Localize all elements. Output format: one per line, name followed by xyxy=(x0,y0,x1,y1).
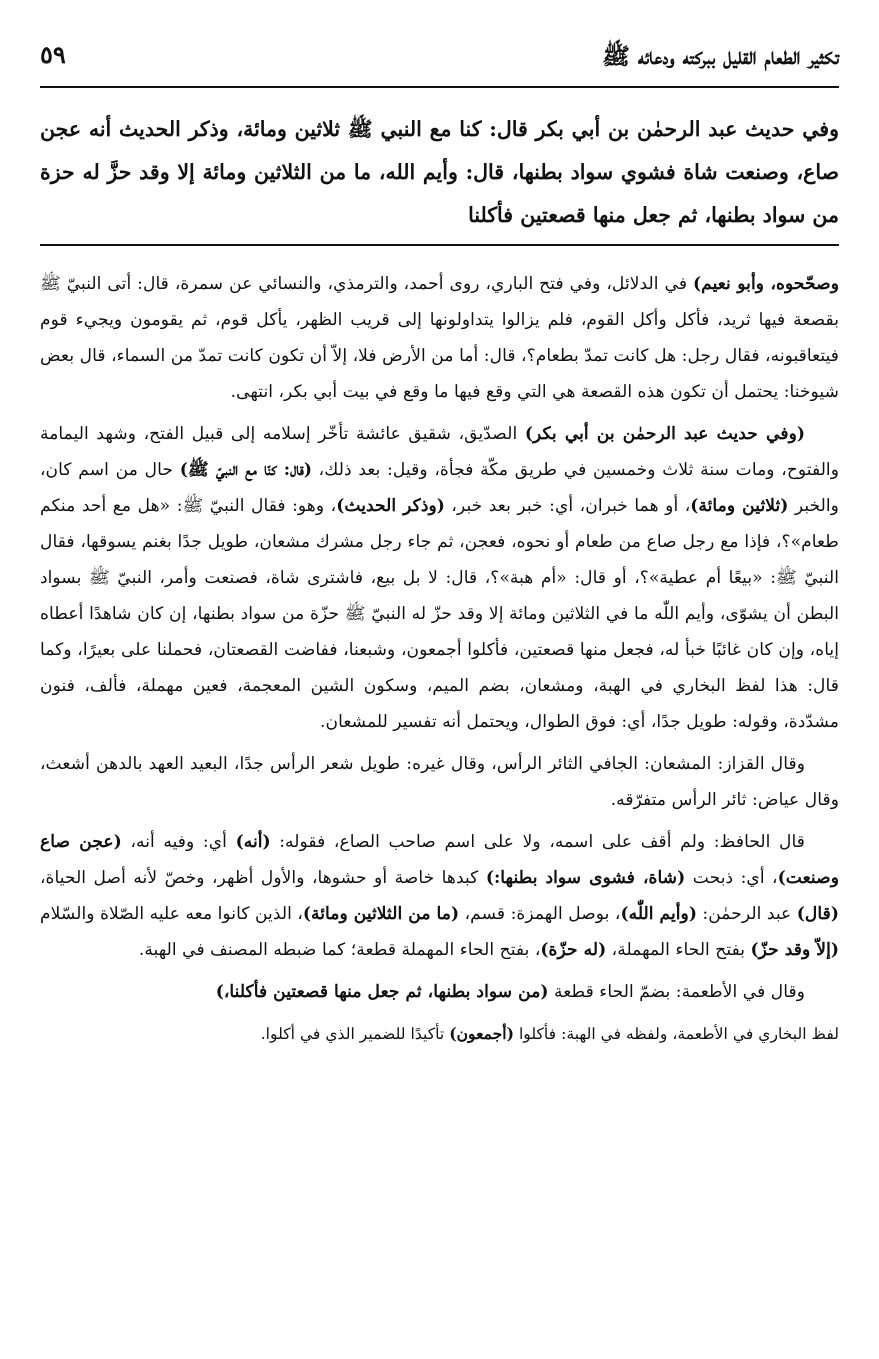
commentary-paragraph-4 xyxy=(40,824,839,968)
bold-phrase: (قال: كنّا مع النبيّ ﷺ) xyxy=(179,460,312,480)
commentary xyxy=(40,266,839,1058)
running-title: تكثير الطعام القليل ببركته ودعائه ﷺ xyxy=(602,43,839,70)
bold-phrase: (قال) xyxy=(796,904,839,924)
commentary-paragraph-5 xyxy=(40,974,839,1010)
commentary-paragraph-2 xyxy=(40,416,839,740)
text-run: بفتح الحاء المهملة، xyxy=(606,940,751,960)
text-run: عبد الرحمٰن: xyxy=(696,904,797,924)
text-run: كبدها خاصة أو حشوها، والأول أظهر، وخصّ لأنه أصل الحياة، xyxy=(40,868,486,888)
text-run: لفظ البخاري في الأطعمة، ولفظه في الهبة: فأكلوا xyxy=(513,1025,839,1043)
text-run: ، بفتح الحاء المهملة قطعة؛ كما ضبطه المصنف في الهبة. xyxy=(138,940,541,960)
page-header xyxy=(40,34,839,88)
bold-phrase: (أنه) xyxy=(235,832,271,852)
text-run: الصدّيق، شقيق عائشة تأخّر إسلامه إلى قبيل الفتح، وشهد اليمامة والفتوح، ومات سنة ثلاث وخمسين في طريق مكّة فجأة، وقيل: بعد ذلك، xyxy=(40,424,839,480)
text-run: ، وهو: فقال النبيّ ﷺ: «هل مع أحد منكم طعام»؟، فإذا مع رجل صاع من طعام أو نحوه، فعجن، ثم جاء رجل مشرك مشعان، طويل جدًا بغنم يسوقها، فقال النبيّ ﷺ: «بيعًا أم عطية»؟، أو قال: «أم هبة»؟، قال: لا بل بيع، فاشترى شاة، فصنعت وأمر، النبيّ ﷺ بسواد البطن أن يشوّى، وأيم اللّٰه ما في الثلاثين ومائة إلا وقد حزّ له النبيّ ﷺ حزّة من سواد بطنها، إن كان شاهدًا أعطاه إياه، وإن كان غائبًا خبأ له، فجعل منها قصعتين، فأكلوا أجمعون، وشبعنا، ففاضت القصعتان، فحملنا على بعيرًا، وكما قال: هذا لفظ البخاري في الهبة، ومشعان، بضم الميم، وسكون الشين المعجمة، فعين مهملة، فألف، فنون مشدّدة، وقوله: طويل جدًا، أي: فوق الطوال، ويحتمل أنه تفسير للمشعان. xyxy=(40,496,839,732)
bold-phrase: (وأيم اللّٰه) xyxy=(620,904,697,924)
page-number: ٥٩ xyxy=(40,40,66,69)
bold-phrase: (من سواد بطنها، ثم جعل منها قصعتين فأكلنا،) xyxy=(215,982,549,1002)
hadith-text xyxy=(40,108,839,237)
bold-phrase: (وذكر الحديث) xyxy=(336,496,445,516)
bold-phrase: (وفي حديث عبد الرحمٰن بن أبي بكر) xyxy=(524,424,806,444)
bold-phrase: (إلاّ وقد حزّ) xyxy=(750,940,839,960)
text-run: ، بوصل الهمزة: قسم، xyxy=(459,904,621,924)
bold-phrase: (عجن صاع وصنعت) xyxy=(40,832,839,888)
header-rule xyxy=(40,86,839,88)
commentary-paragraph-1 xyxy=(40,266,839,410)
text-run: تأكيدًا للضمير الذي في أكلوا. xyxy=(260,1025,450,1043)
hadith-paragraph: وفي حديث عبد الرحمٰن بن أبي بكر قال: كنا مع النبي ﷺ ثلاثين ومائة، وذكر الحديث أنه عجن صاع، وصنعت شاة فشوي سواد بطنها، قال: وأيم الله، ما من الثلاثين ومائة إلا وقد حزَّ له حزة من سواد بطنها، ثم جعل منها قصعتين فأكلنا xyxy=(40,117,839,227)
text-run: في الدلائل، وفي فتح الباري، روى أحمد، والترمذي، والنسائي عن سمرة، قال: أتى النبيّ ﷺ بقصعة فيها ثريد، فأكل وأكل القوم، فلم يزالوا يتداولونها إلى قريب الظهر، يأكل قوم، ثم يقومون ويجيء قوم فيتعاقبونه، فقال رجل: هل كانت تمدّ بطعام؟، قال: أما من الأرض فلا، إلاّ أن تكون كانت تمدّ من السماء، قال بعض شيوخنا: يحتمل أن تكون هذه القصعة هي التي وقع فيها ما وقع في بيت أبي بكر، انتهى. xyxy=(40,274,839,402)
text-run: وقال القزاز: المشعان: الجافي الثائر الرأس، وقال غيره: طويل شعر الرأس جدًا، البعيد العهد بالدهن أشعث، وقال عياض: ثائر الرأس متفرّقه. xyxy=(40,754,839,810)
bold-phrase: (ما من الثلاثين ومائة) xyxy=(302,904,460,924)
separator-rule xyxy=(40,244,839,246)
text-run: وقال في الأطعمة: بضمّ الحاء قطعة xyxy=(548,982,805,1002)
text-run: ، الذين كانوا معه عليه الصّلاة والسّلام xyxy=(40,904,303,924)
bold-phrase: (شاة، فشوى سواد بطنها:) xyxy=(485,868,686,888)
bold-phrase: (له حزّة) xyxy=(540,940,607,960)
text-run: ، أو هما خبران، أي: خبر بعد خبر، xyxy=(444,496,691,516)
bold-phrase: وصحّحوه، وأبو نعيم) xyxy=(693,274,839,294)
text-run: أي: وفيه أنه، xyxy=(121,832,236,852)
commentary-paragraph-3 xyxy=(40,746,839,818)
bold-phrase: (أجمعون) xyxy=(449,1024,514,1043)
text-run: قال الحافظ: ولم أقف على اسمه، ولا على اسم صاحب الصاع، فقوله: xyxy=(270,832,805,852)
commentary-paragraph-6 xyxy=(40,1016,839,1052)
text-run: حال من اسم كان، والخبر xyxy=(40,460,839,516)
text-run: ، أي: ذبحت xyxy=(685,868,778,888)
bold-phrase: (ثلاثين ومائة) xyxy=(690,496,789,516)
